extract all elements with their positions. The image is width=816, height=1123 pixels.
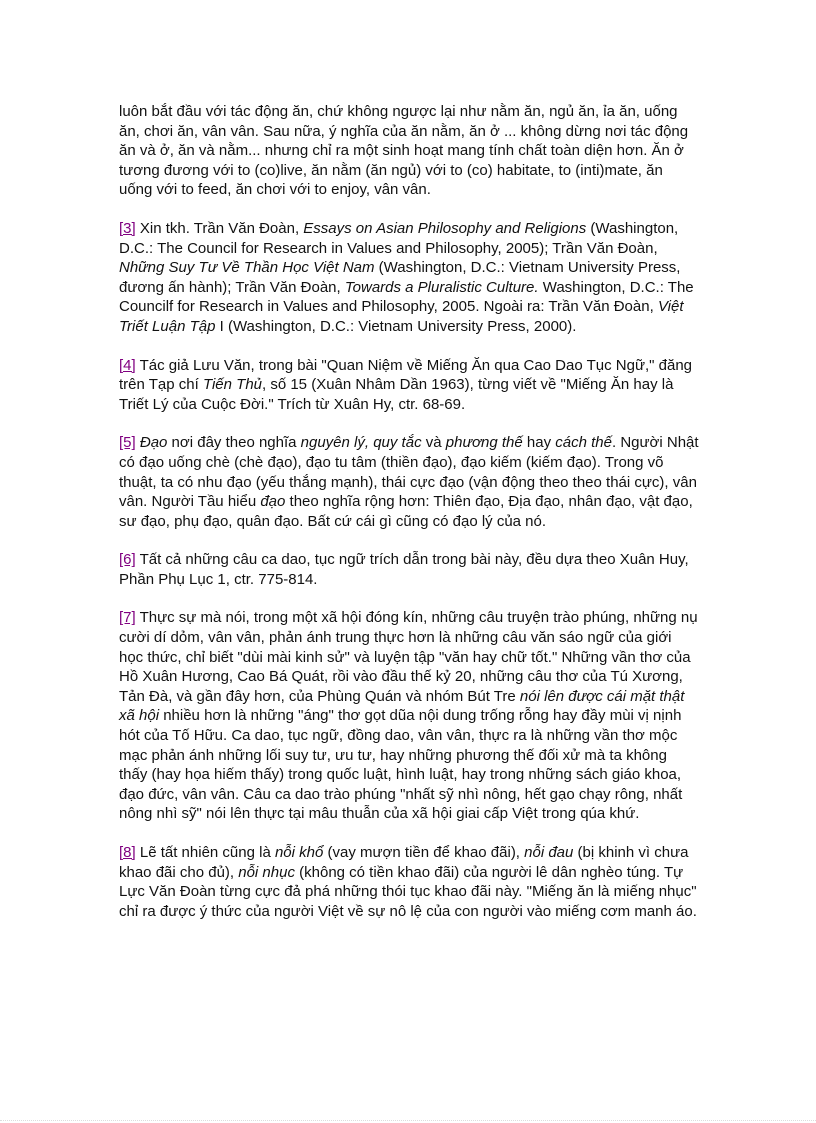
body-text: Tất cả những câu ca dao, tục ngữ trích dẫn trong bài này, đều dựa theo Xuân Huy, Phần Phụ Lục 1, ctr. 775-814.: [119, 551, 689, 588]
footnote-paragraph: [119, 356, 699, 415]
italic-text: Đạo: [139, 434, 168, 452]
italic-text: nỗi nhục: [238, 863, 295, 881]
italic-text: Essays on Asian Philosophy and Religions: [303, 219, 587, 237]
body-text: (không có tiền khao đãi) của người lê dân nghèo túng. Tự Lực Văn Đoàn từng cực đả phá những thói tục khao đãi này. "Miếng ăn là miếng nhục" chỉ ra được ý thức của người Việt về sự nô lệ của con người vào miếng cơm manh áo.: [119, 863, 697, 920]
page-bottom-divider: [0, 1119, 816, 1121]
footnote-ref-link[interactable]: [5]: [119, 434, 136, 452]
italic-text: nỗi đau: [524, 844, 574, 861]
italic-text: phương thế: [445, 434, 523, 452]
italic-text: Việt Triết Luận Tập: [119, 298, 684, 335]
body-text: Xin tkh. Trần Văn Đoàn,: [135, 219, 304, 237]
footnote-ref-link[interactable]: [6]: [119, 551, 136, 569]
body-text: (Washington, D.C.: Vietnam University Press, đương ấn hành); Trần Văn Đoàn,: [119, 259, 681, 296]
footnote-paragraph: [119, 219, 699, 337]
body-text: Washington, D.C.: The Councilf for Research in Values and Philosophy, 2005. Ngoài ra: Trần Văn Đoàn,: [119, 278, 694, 316]
body-text: Lẽ tất nhiên cũng là: [135, 844, 275, 861]
footnote-paragraph: [119, 433, 699, 531]
italic-text: nguyên lý, quy tắc: [300, 434, 422, 452]
italic-text: nỗi khổ: [274, 844, 324, 861]
body-text: nhiều hơn là những "áng" thơ gọt dũa nội dung trống rỗng hay đầy mùi vị nịnh hót của Tố Hữu. Ca dao, tục ngữ, đồng dao, vân vân, thực ra là những vần thơ mộc mạc phản ánh những lối suy tư, ưu tư, hay những phương thế đối xử mà ta không thấy (hay họa hiếm thấy) trong quốc luật, hình luật, hay trong những sách giáo khoa, đạo đức, vân vân. Câu ca dao trào phúng "nhất sỹ nhì nông, hết gạo chạy rông, nhất nông nhì sỹ" nói lên thực tại mâu thuẫn của xã hội giai cấp Việt trong qúa khứ.: [119, 707, 683, 823]
footnote-ref-link[interactable]: [8]: [119, 844, 136, 861]
body-text: I (Washington, D.C.: Vietnam University Press, 2000).: [215, 317, 577, 335]
footnote-paragraph: [119, 550, 699, 589]
continued-paragraph: [119, 102, 699, 200]
body-text: theo nghĩa rộng hơn: Thiên đạo, Địa đạo, nhân đạo, vật đạo, sư đạo, phụ đạo, quân đạo. Bất cứ cái gì cũng có đạo lý của nó.: [119, 493, 693, 530]
body-text: (bị khinh vì chưa khao đãi cho đủ),: [119, 844, 689, 881]
italic-text: cách thế: [555, 434, 612, 452]
italic-text: Những Suy Tư Về Thần Học Việt Nam: [119, 259, 375, 277]
italic-text: Tiến Thủ: [202, 376, 262, 394]
italic-text: nói lên được cái mặt thật xã hội: [119, 687, 685, 725]
body-text: và: [421, 434, 446, 452]
body-text: Thực sự mà nói, trong một xã hội đóng kín, những câu truyện trào phúng, những nụ cười dí dỏm, vân vân, phản ánh trung thực hơn là những câu văn sáo ngữ của giới học thức, chỉ biết "dùi mài kinh sử" và luyện tập "văn hay chữ tốt." Những vần thơ của Hồ Xuân Hương, Cao Bá Quát, rồi vào đầu thế kỷ 20, những câu thơ của Tú Xương, Tản Đà, và gần đây hơn, của Phùng Quán và nhóm Bút Tre: [119, 609, 698, 705]
italic-text: Towards a Pluralistic Culture.: [344, 278, 539, 296]
italic-text: đạo: [260, 493, 286, 511]
footnote-ref-link[interactable]: [7]: [119, 609, 136, 627]
footnote-ref-link[interactable]: [4]: [119, 356, 136, 374]
body-text: Tác giả Lưu Văn, trong bài "Quan Niệm về Miếng Ăn qua Cao Dao Tục Ngữ," đăng trên Tạp chí: [119, 356, 693, 394]
body-text: nơi đây theo nghĩa: [167, 434, 301, 452]
footnotes-section: [119, 102, 699, 940]
footnote-paragraph: [119, 843, 699, 921]
body-text: hay: [522, 434, 556, 452]
body-text: , số 15 (Xuân Nhâm Dần 1963), từng viết về "Miếng Ăn hay là Triết Lý của Cuộc Đời." Trích từ Xuân Hy, ctr. 68-69.: [119, 376, 674, 413]
body-text: luôn bắt đầu với tác động ăn, chứ không ngược lại như nằm ăn, ngủ ăn, ỉa ăn, uống ăn, chơi ăn, vân vân. Sau nữa, ý nghĩa của ăn nằm, ăn ở ... không dừng nơi tác động ăn và ở, ăn và nằm... nhưng chỉ ra một sinh hoạt mang tính chất toàn diện hơn. Ăn ở tương đương với to (co)live, ăn nằm (ăn ngủ) với to (co) habitate, to (inti)mate, ăn uống với to feed, ăn chơi với to enjoy, vân vân.: [119, 103, 689, 199]
footnote-ref-link[interactable]: [3]: [119, 219, 136, 237]
body-text: (vay mượn tiền để khao đãi),: [323, 844, 525, 861]
footnote-paragraph: [119, 608, 699, 824]
body-text: (Washington, D.C.: The Council for Research in Values and Philosophy, 2005); Trần Văn Đoàn,: [119, 219, 679, 257]
body-text: . Người Nhật có đạo uống chè (chè đạo), đạo tu tâm (thiền đạo), đạo kiếm (kiếm đạo). Trong võ thuật, ta có nhu đạo (yếu thắng mạnh), thái cực đạo (vận động theo theo thái cực), vân vân. Người Tầu hiểu: [119, 434, 699, 511]
